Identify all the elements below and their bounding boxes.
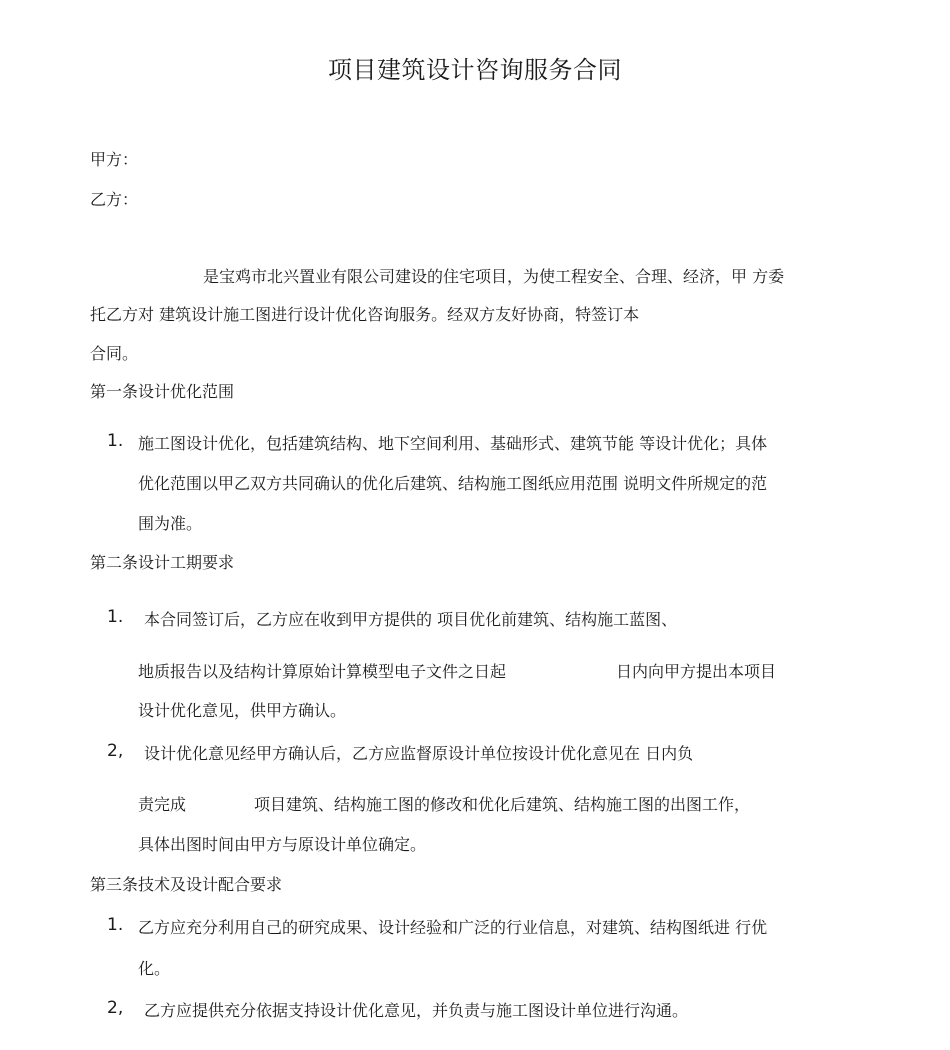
party-b-label: 乙方： [90,190,139,209]
article-3-item-1-line-1: 乙方应充分利用自己的研究成果、设计经验和广泛的行业信息，对建筑、结构图纸进 行优 [138,918,768,937]
article-2-item-1-line-2 [138,659,776,682]
intro-line-2: 托乙方对 建筑设计施工图进行设计优化咨询服务。经双方友好协商，特签订本 [90,305,640,324]
article-2-item-2-line-2 [138,792,750,815]
article-1-heading: 第一条设计优化范围 [90,382,235,401]
article-2-item-1-line-3: 设计优化意见，供甲方确认。 [138,701,347,720]
document-title: 项目建筑设计咨询服务合同 [328,56,622,84]
article-3-item-2-number: 2, [107,998,124,1018]
intro-line-1: 是宝鸡市北兴置业有限公司建设的住宅项目，为使工程安全、合理、经济，甲 方委 [203,267,785,286]
article-2-item-2-line-2-part-a: 责完成 [138,795,187,814]
article-2-item-1-number: 1. [107,607,124,627]
article-1-item-1-number: 1. [107,431,124,451]
article-3-item-2-line-1: 乙方应提供充分依据支持设计优化意见，并负责与施工图设计单位进行沟通。 [144,1001,689,1020]
article-2-item-2-number: 2, [107,741,124,761]
article-1-item-1-line-2: 优化范围以甲乙双方共同确认的优化后建筑、结构施工图纸应用范围 说明文件所规定的范 [138,474,768,493]
article-3-heading: 第三条技术及设计配合要求 [90,875,283,894]
article-2-heading: 第二条设计工期要求 [90,553,235,572]
article-2-item-1-line-2-part-b: 日内向甲方提出本项目 [616,662,777,681]
party-a-label: 甲方： [90,150,139,169]
article-1-item-1-line-3: 围为准。 [138,514,203,533]
article-2-item-1-line-2-part-a: 地质报告以及结构计算原始计算模型电子文件之日起 [138,662,507,681]
intro-line-3: 合同。 [90,344,139,363]
article-2-item-1-line-1: 本合同签订后，乙方应在收到甲方提供的 项目优化前建筑、结构施工蓝图、 [144,610,678,629]
article-1-item-1-line-1: 施工图设计优化，包括建筑结构、地下空间利用、基础形式、建筑节能 等设计优化；具体 [138,434,768,453]
article-3-item-1-number: 1. [107,915,124,935]
article-2-item-2-line-1: 设计优化意见经甲方确认后，乙方应监督原设计单位按设计优化意见在 日内负 [144,744,694,763]
article-2-item-2-line-3: 具体出图时间由甲方与原设计单位确定。 [138,835,427,854]
article-3-item-1-line-2: 化。 [138,959,171,978]
article-2-item-2-line-2-part-b: 项目建筑、结构施工图的修改和优化后建筑、结构施工图的出图工作， [254,795,751,814]
